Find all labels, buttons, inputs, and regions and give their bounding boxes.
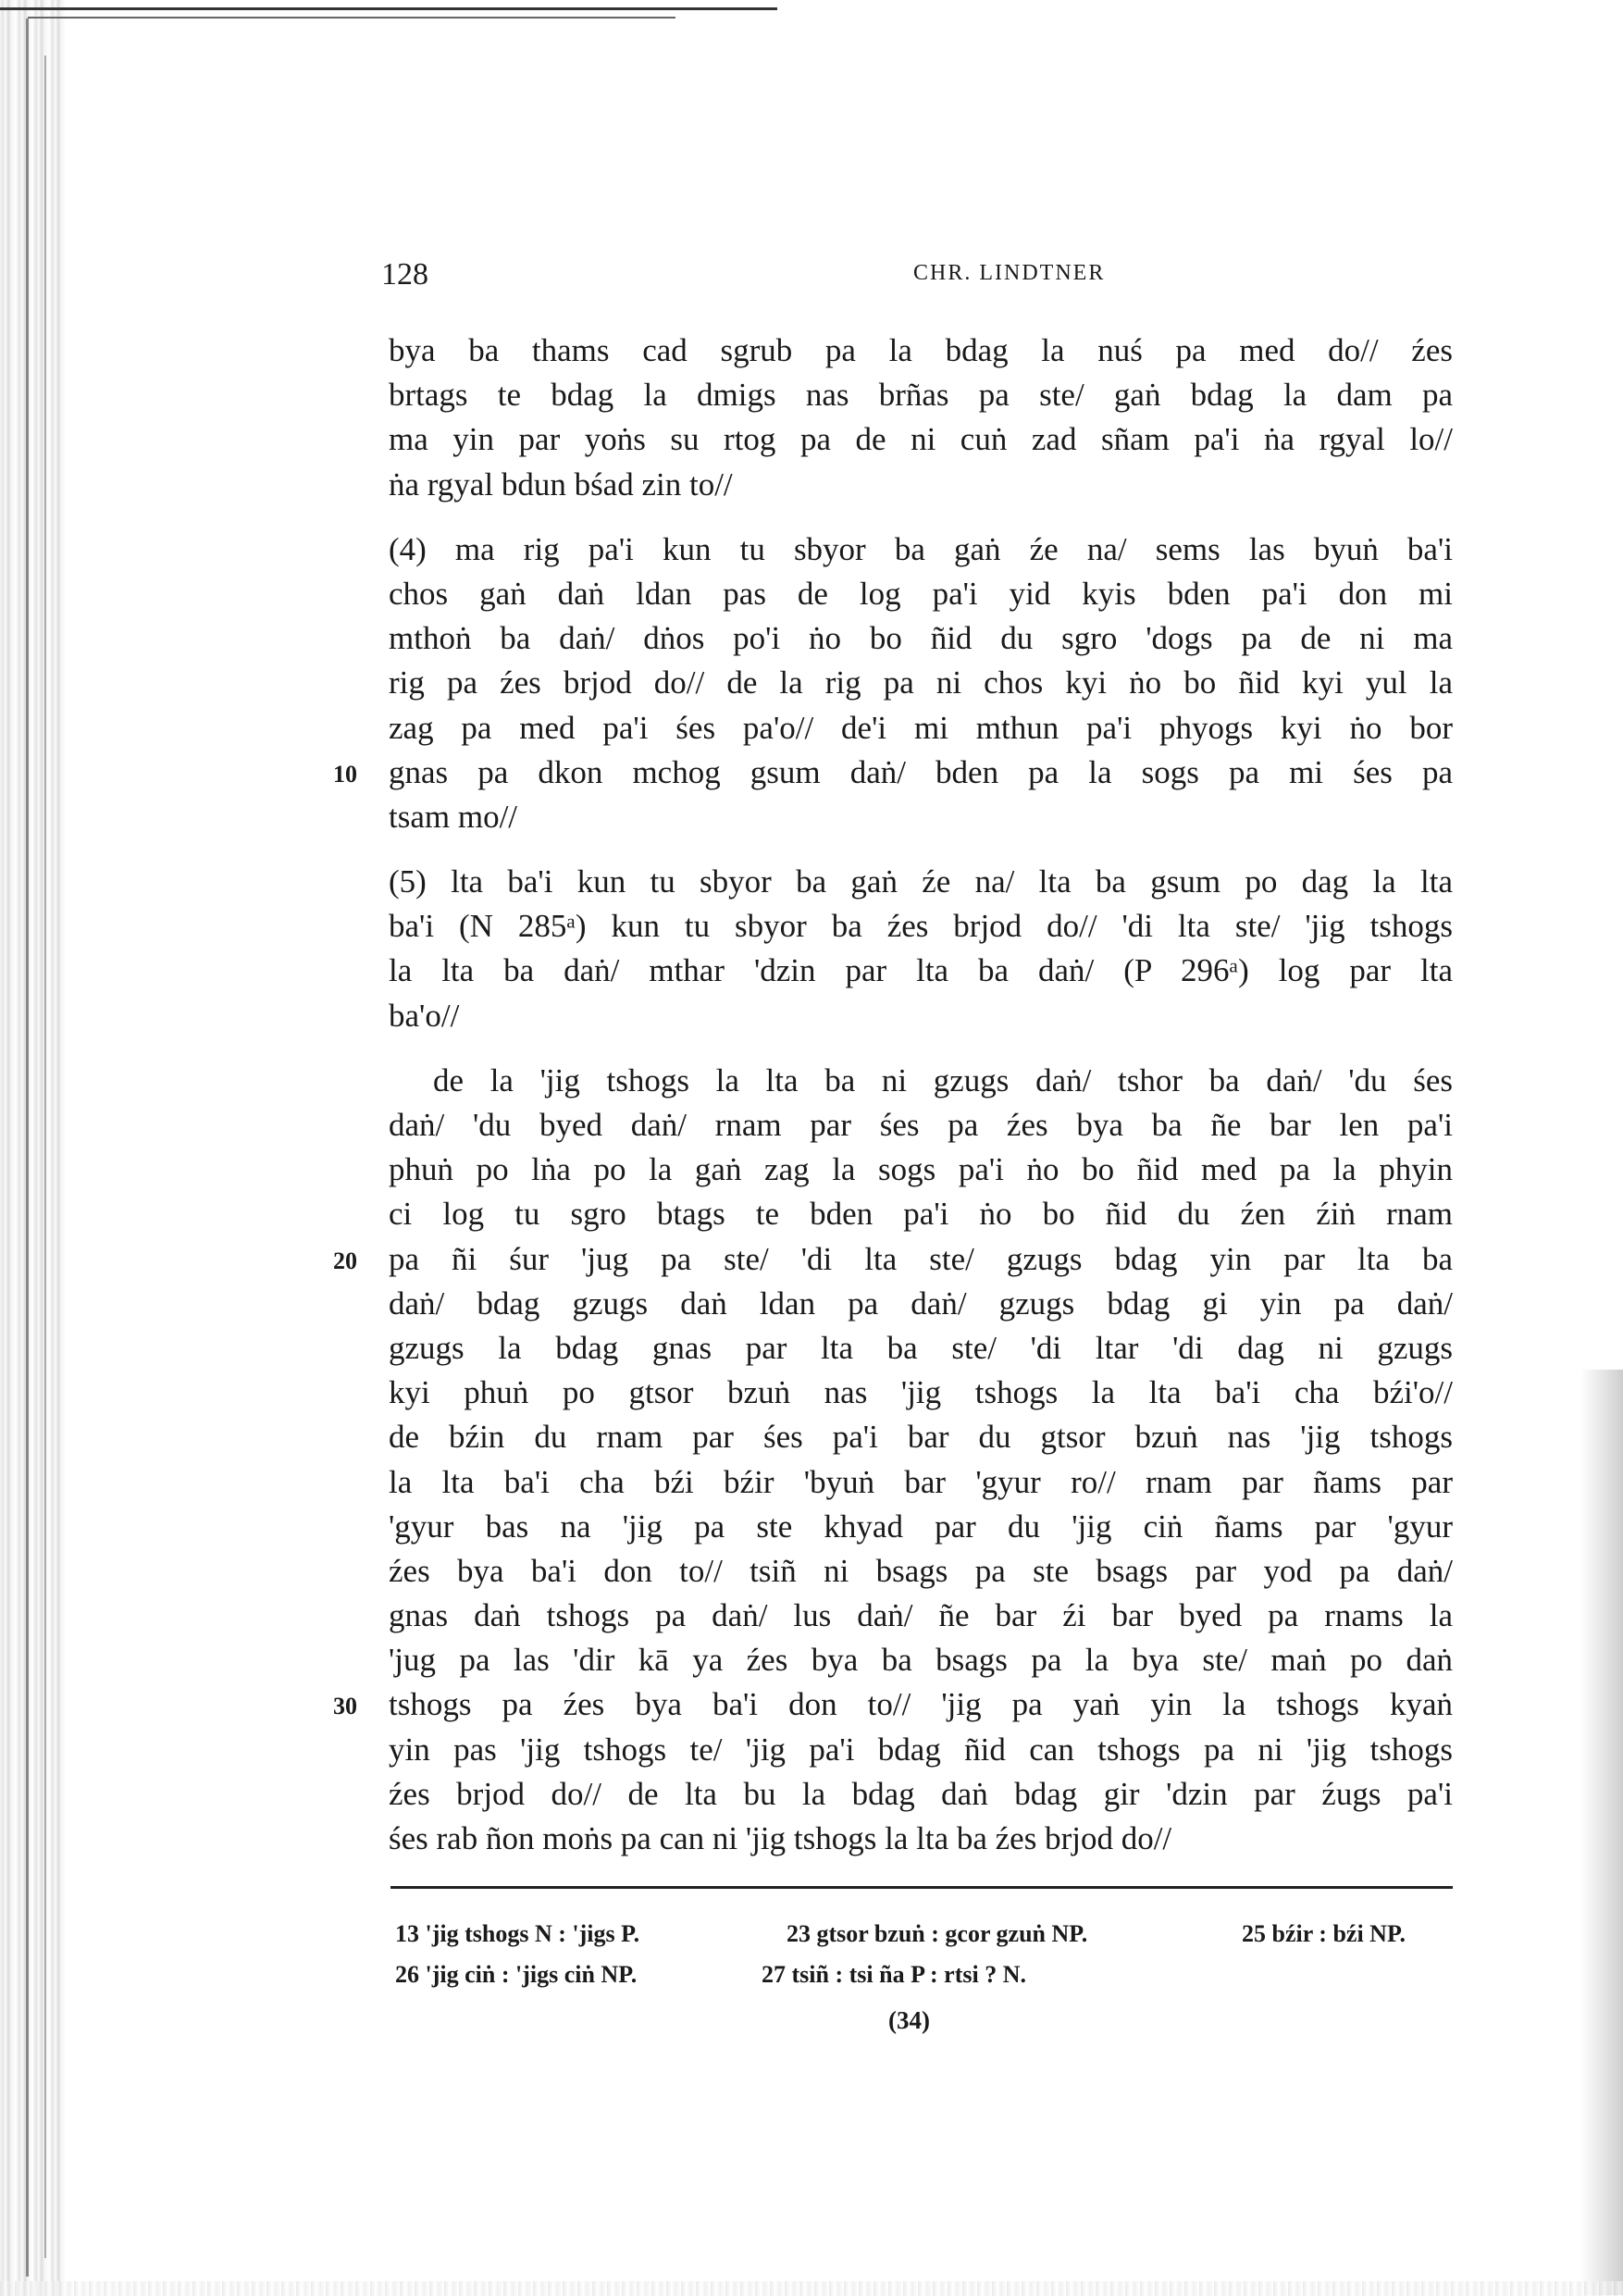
line-text: ci log tu sgro btags te bden pa'i ṅo bo ñid du źen źiṅ rnam [389,1196,1453,1233]
line-text: la lta ba daṅ/ mthar 'dzin par lta ba daṅ/ (P 296ᵃ) log par lta [389,952,1453,989]
text-line [333,1682,1453,1727]
line-text: bya ba thams cad sgrub pa la bdag la nuś pa med do// źes [389,332,1453,368]
text-line [389,1549,1453,1594]
binding-edge-line [26,19,29,2277]
text-line [389,1148,1453,1192]
top-edge-line-secondary [28,17,675,19]
text-line [333,751,1453,795]
text-line [389,661,1453,705]
line-text: śes rab ñon moṅs pa can ni 'jig tshogs la lta ba źes brjod do// [389,1820,1172,1856]
text-line [389,1817,1453,1861]
binding-edge-line-inner [44,56,46,2258]
line-number: 10 [333,760,357,788]
text-line [389,417,1453,462]
line-text: ma yin par yoṅs su rtog pa de ni cuṅ zad sñam pa'i ṅa rgyal lo// [389,421,1453,458]
footnote-row [395,1914,1459,1955]
line-text: tsam mo// [389,798,518,835]
running-head: CHR. LINDTNER [913,261,1106,285]
line-text: źes bya ba'i don to// tsiñ ni bsags pa ste bsags par yod pa daṅ/ [389,1552,1453,1589]
line-text: (4) ma rig pa'i kun tu sbyor ba gaṅ źe na/ sems las byuṅ ba'i [389,530,1453,567]
text-line [389,994,1453,1038]
text-line [389,1460,1453,1505]
text-line [389,706,1453,751]
line-text: ba'i (N 285ᵃ) kun tu sbyor ba źes brjod do// 'di lta ste/ 'jig tshogs [389,908,1453,945]
text-line [389,1728,1453,1772]
text-line [389,1505,1453,1549]
text-line [389,616,1453,661]
text-line [389,373,1453,417]
line-text: gzugs la bdag gnas par lta ba ste/ 'di ltar 'di dag ni gzugs [389,1329,1453,1366]
text-line [389,463,1453,507]
line-text: 'jug pa las 'dir kā ya źes bya ba bsags pa la bya ste/ maṅ po daṅ [389,1642,1453,1679]
line-text: brtags te bdag la dmigs nas brñas pa ste/ gaṅ bdag la dam pa [389,377,1453,414]
line-text: gnas daṅ tshogs pa daṅ/ lus daṅ/ ñe bar źi bar byed pa rnams la [389,1597,1453,1634]
text-line [389,1594,1453,1638]
line-text: yin pas 'jig tshogs te/ 'jig pa'i bdag ñid can tshogs pa ni 'jig tshogs [389,1731,1453,1768]
line-text: (5) lta ba'i kun tu sbyor ba gaṅ źe na/ lta ba gsum po dag la lta [389,863,1453,900]
text-line [389,860,1453,904]
bottom-edge-strip [0,2281,1623,2296]
footnote: 23 gtsor bzuṅ : gcor gzuṅ NP. [787,1920,1088,1947]
text-line [389,949,1453,993]
page-number: 128 [381,257,428,292]
sheet-number: (34) [888,2006,930,2034]
line-text: rig pa źes brjod do// de la rig pa ni chos kyi ṅo bo ñid kyi yul la [389,664,1453,701]
line-text: pa ñi śur 'jug pa ste/ 'di lta ste/ gzugs bdag yin par lta ba [389,1240,1453,1277]
text-line [389,795,1453,839]
footnote: 25 bźir : bźi NP. [1242,1920,1406,1947]
text-line [389,1326,1453,1371]
text-line [389,1103,1453,1148]
text-line [389,1282,1453,1326]
line-text: kyi phuṅ po gtsor bzuṅ nas 'jig tshogs la lta ba'i cha bźi'o// [389,1374,1453,1411]
line-text: tshogs pa źes bya ba'i don to// 'jig pa yaṅ yin la tshogs kyaṅ [389,1686,1453,1723]
line-text: gnas pa dkon mchog gsum daṅ/ bden pa la sogs pa mi śes pa [389,753,1453,790]
footnote: 27 tsiñ : tsi ña P : rtsi ? N. [762,1961,1026,1988]
text-line [389,527,1453,572]
footnote: 13 'jig tshogs N : 'jigs P. [395,1920,640,1947]
body-text [333,329,1453,1861]
binding-shadow [0,0,65,2296]
text-line [389,572,1453,616]
footnotes [395,1914,1459,1995]
line-text: zag pa med pa'i śes pa'o// de'i mi mthun pa'i phyogs kyi ṅo bor [389,709,1453,746]
text-line [389,1638,1453,1682]
line-text: mthoṅ ba daṅ/ dṅos po'i ṅo bo ñid du sgro 'dogs pa de ni ma [389,620,1453,657]
top-edge-line [0,7,777,10]
line-text: ṅa rgyal bdun bśad zin to// [389,465,733,503]
line-text: daṅ/ 'du byed daṅ/ rnam par śes pa źes bya ba ñe bar len pa'i [389,1107,1453,1143]
line-text: de la 'jig tshogs la lta ba ni gzugs daṅ/ tshor ba daṅ/ 'du śes [433,1061,1453,1098]
line-text: phuṅ po lṅa po la gaṅ zag la sogs pa'i ṅo bo ñid med pa la phyin [389,1151,1453,1188]
right-edge-shadow [1580,1370,1623,2295]
footnote-row [395,1955,1459,1995]
text-line [389,1415,1453,1459]
line-text: chos gaṅ daṅ ldan pas de log pa'i yid kyis bden pa'i don mi [389,575,1453,612]
text-line [389,1059,1453,1103]
line-text: źes brjod do// de lta bu la bdag daṅ bdag gir 'dzin par źugs pa'i [389,1775,1453,1812]
line-text: 'gyur bas na 'jig pa ste khyad par du 'jig ciṅ ñams par 'gyur [389,1508,1453,1545]
text-line [389,329,1453,373]
text-line [389,904,1453,949]
text-line [333,1237,1453,1282]
text-line [389,1371,1453,1415]
line-number: 30 [333,1693,357,1720]
line-text: ba'o// [389,997,460,1034]
text-line [389,1192,1453,1236]
page-header [381,257,1445,298]
text-line [389,1772,1453,1817]
footnote: 26 'jig ciṅ : 'jigs ciṅ NP. [395,1961,638,1988]
footnote-rule [390,1886,1453,1889]
line-text: daṅ/ bdag gzugs daṅ ldan pa daṅ/ gzugs bdag gi yin pa daṅ/ [389,1285,1453,1322]
line-number: 20 [333,1247,357,1274]
line-text: de bźin du rnam par śes pa'i bar du gtsor bzuṅ nas 'jig tshogs [389,1419,1453,1456]
line-text: la lta ba'i cha bźi bźir 'byuṅ bar 'gyur ro// rnam par ñams par [389,1463,1453,1500]
